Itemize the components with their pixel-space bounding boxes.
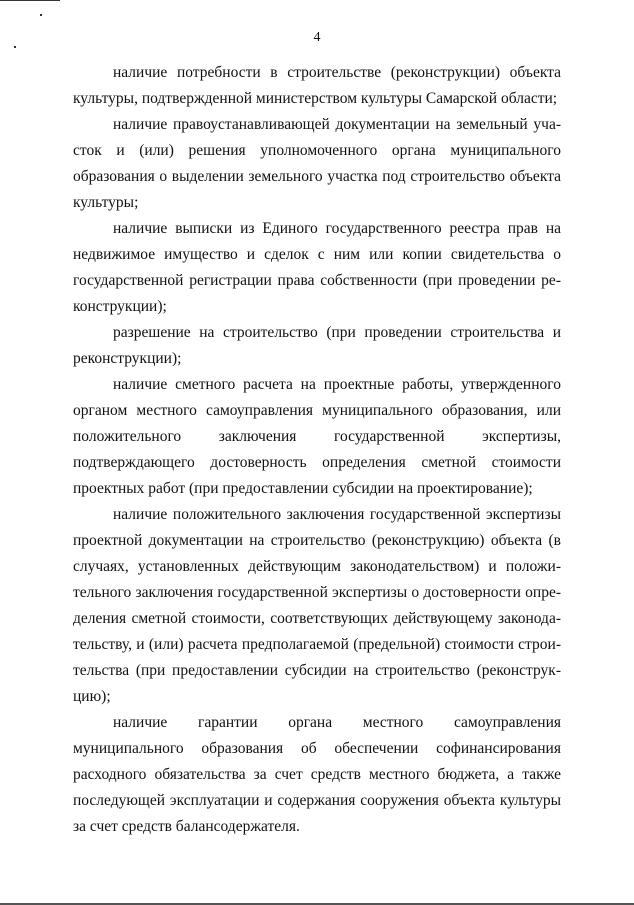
scan-artifact-dot	[40, 14, 42, 16]
page-number: 4	[313, 30, 321, 45]
paragraph-registry-extract: наличие выписки из Единого государственного реестра прав на недвижимое имущество и сделок с ним или копии свидетельства о государственной регистрации права собственности (при проведении реконструкции);	[73, 220, 561, 315]
paragraph-cultural-object-need: наличие потребности в строительстве (реконструкции) объекта культуры, подтвержденной министерством культуры Самарской области;	[73, 64, 561, 107]
paragraph-land-documentation: наличие правоустанавливающей документации на земельный участок и (или) решения уполномоченного органа муниципального образования о выделении земельного участка под строительство объекта культуры;	[73, 116, 561, 211]
paragraph-construction-permit: разрешение на строительство (при проведении строительства и реконструкции);	[73, 324, 561, 367]
paragraph-state-expertise: наличие положительного заключения государственной экспертизы проектной документации на строительство (реконструкцию) объекта (в случаях, установленных действующим законодательством) и положительного заключения государственной экспертизы о достоверности определения сметной стоимости, соответствующих действующему законодательству, и (или) расчета предполагаемой (предельной) стоимости строительства (при предоставлении субсидии на строительство (реконструкцию);	[73, 506, 561, 705]
scan-artifact-line	[0, 0, 60, 1]
paragraph-estimate-calculation: наличие сметного расчета на проектные работы, утвержденного органом местного самоуправления муниципального образования, или положительного заключения государственной экспертизы, подтверждающего достоверность определения сметной стоимости проектных работ (при предоставлении субсидии на проектирование);	[73, 376, 561, 497]
paragraph-municipal-guarantee: наличие гарантии органа местного самоуправления муниципального образования об обеспечении софинансирования расходного обязательства за счет средств местного бюджета, а также последующей эксплуатации и содержания сооружения объекта культуры за счет средств балансодержателя.	[73, 714, 561, 835]
scan-artifact-dot	[14, 46, 16, 48]
document-body	[73, 60, 561, 840]
